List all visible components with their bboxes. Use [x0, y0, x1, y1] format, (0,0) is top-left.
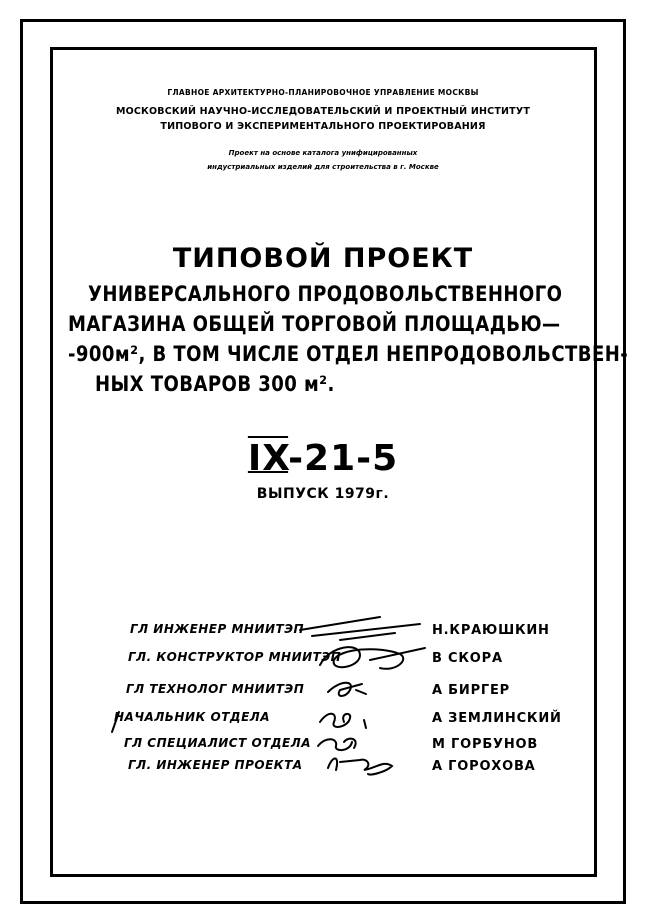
document-title: ТИПОВОЙ ПРОЕКТ [172, 243, 474, 274]
issue-year: ВЫПУСК 1979г. [256, 486, 390, 502]
signatory-role: ГЛ ИНЖЕНЕР МНИИТЭП [130, 622, 305, 636]
signatory-role: ГЛ ТЕХНОЛОГ МНИИТЭП [126, 682, 305, 696]
signatory-name: А ЗЕМЛИНСКИЙ [432, 711, 562, 726]
signatory-name: А ГОРОХОВА [432, 759, 536, 774]
signatory-name: М ГОРБУНОВ [432, 737, 539, 752]
signatory-name: А БИРГЕР [432, 683, 510, 698]
description-line-3: -900м², В ТОМ ЧИСЛЕ ОТДЕЛ НЕПРОДОВОЛЬСТВЕН- [68, 342, 629, 366]
signatory-name: В СКОРА [432, 651, 503, 666]
signatory-role: ГЛ. КОНСТРУКТОР МНИИТЭП [128, 650, 342, 664]
header-institute: МОСКОВСКИЙ НАУЧНО-ИССЛЕДОВАТЕЛЬСКИЙ И ПРОЕКТНЫЙ ИНСТИТУТ [115, 106, 531, 117]
header-institute-cont: ТИПОВОГО И ЭКСПЕРИМЕНТАЛЬНОГО ПРОЕКТИРОВАНИЯ [160, 121, 486, 132]
description-line-2: МАГАЗИНА ОБЩЕЙ ТОРГОВОЙ ПЛОЩАДЬЮ— [68, 312, 561, 336]
description-line-1: УНИВЕРСАЛЬНОГО ПРОДОВОЛЬСТВЕННОГО [88, 282, 563, 306]
project-code-roman: IX [247, 438, 289, 479]
note-line-1: Проект на основе каталога унифицированных [228, 149, 418, 157]
description-line-4: НЫХ ТОВАРОВ 300 м². [95, 372, 335, 396]
signatory-role: ГЛ СПЕЦИАЛИСТ ОТДЕЛА [124, 736, 312, 750]
signatory-role: НАЧАЛЬНИК ОТДЕЛА [114, 710, 271, 724]
project-code-number: -21-5 [288, 438, 399, 479]
note-line-2: индустриальных изделий для строительства в г. Москве [207, 163, 439, 171]
signatory-role: ГЛ. ИНЖЕНЕР ПРОЕКТА [128, 758, 303, 772]
header-agency: ГЛАВНОЕ АРХИТЕКТУРНО-ПЛАНИРОВОЧНОЕ УПРАВЛЕНИЕ МОСКВЫ [167, 88, 479, 97]
signatory-name: Н.КРАЮШКИН [432, 623, 550, 638]
